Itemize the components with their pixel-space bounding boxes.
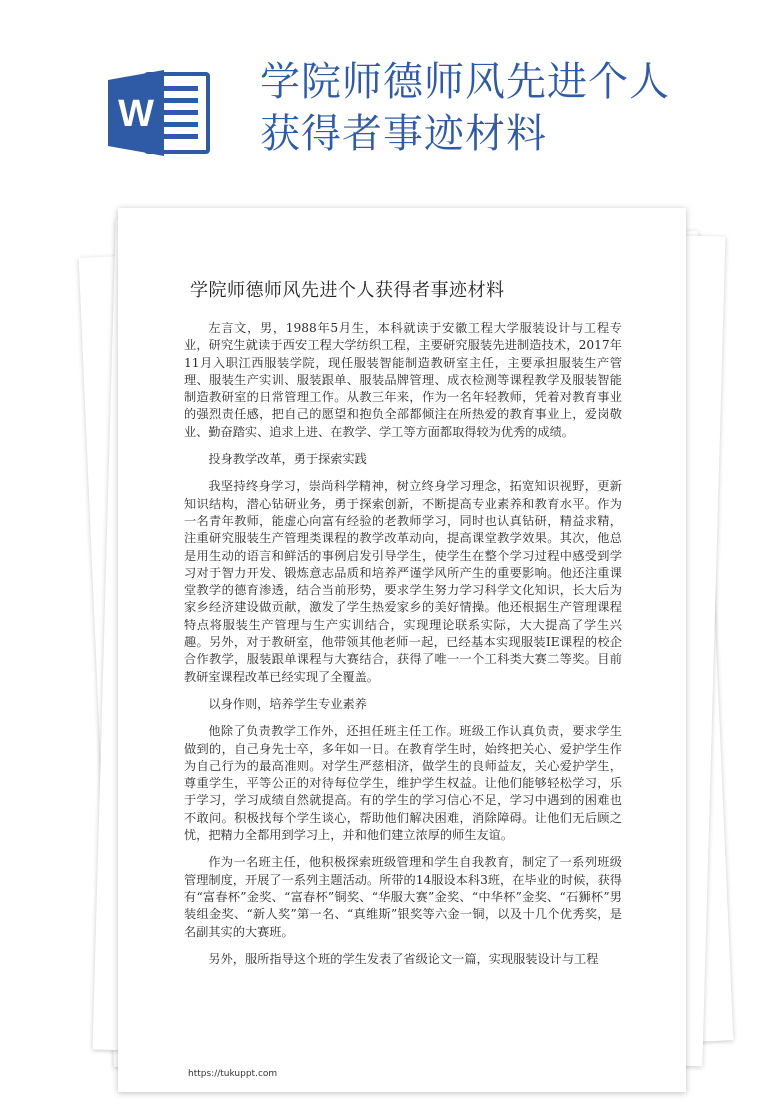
banner-title-line-1: 学院师德师风先进个人 — [260, 59, 670, 105]
paragraph-intro: 左言文，男，1988年5月生，本科就读于安徽工程大学服装设计与工程专业，研究生就读于西安工程大学纺织工程，主要研究服装先进制造技术，2017年11月入职江西服装学院，现任服装智能制造教研室主任，主要承担服装生产管理、服装生产实训、服装跟单、服装品牌管理、成衣检测等课程教学及服装智能制造教研室的日常管理工作。从教三年来，作为一名年轻教师，凭着对教育事业的强烈责任感，把自己的愿望和抱负全部都倾注在所热爱的教育事业上，爱岗敬业、勤奋踏实、追求上进、在教学、学工等方面都取得较为优秀的成绩。 — [184, 321, 622, 439]
paragraph-teaching-reform: 我坚持终身学习，崇尚科学精神，树立终身学习理念，拓宽知识视野，更新知识结构，潜心钻研业务，勇于探索创新，不断提高专业素养和教育水平。作为一名青年教师，能虚心向富有经验的老教师学习，同时也认真钻研，精益求精，注重研究服装生产管理类课程的教学改革动向，提高课堂教学效果。其次，他总是用生动的语言和鲜活的事例启发引导学生，使学生在整个学习过程中感受到学习对于智力开发、锻炼意志品质和培养严谨学风所产生的重要影响。他还注重课堂教学的德育渗透，结合当前形势，要求学生努力学习科学文化知识，长大后为家乡经济建设做贡献，激发了学生热爱家乡的美好情操。他还根据生产管理课程特点将服装生产管理与生产实训结合，实现理论联系实际，大大提高了学生兴趣。另外，对于教研室，他带领其他老师一起，已经基本实现服装IE课程的校企合作教学，服装跟单课程与大赛结合，获得了唯一一个工科类大赛二等奖。目前教研室课程改革已经实现了全覆盖。 — [184, 479, 622, 684]
paragraph-additional: 另外，服所指导这个班的学生发表了省级论文一篇，实现服装设计与工程 — [208, 951, 599, 966]
section-heading-student-cultivation: 以身作则，培养学生专业素养 — [208, 696, 367, 711]
header-banner — [0, 0, 780, 200]
document-page — [118, 208, 686, 1092]
document-body — [184, 320, 622, 978]
footer-url: https://tukuppt.com — [188, 1069, 278, 1079]
word-document-icon — [108, 70, 212, 156]
section-heading-teaching-reform: 投身教学改革，勇于探索实践 — [208, 452, 367, 467]
paragraph-head-teacher-work: 他除了负责教学工作外，还担任班主任工作。班级工作认真负责，要求学生做到的，自己身先士卒，多年如一日。在教育学生时，始终把关心、爱护学生作为自己行为的最高准则。对学生严慈相济，做学生的良师益友，关心爱护学生，尊重学生，平等公正的对待每位学生，维护学生权益。让他们能够轻松学习，乐于学习，学习成绩自然就提高。有的学生的学习信心不足，学习中遇到的困难也不敢问。积极找每个学生谈心，帮助他们解决困难，消除障碍。让他们无后顾之忧，把精力全都用到学习上，并和他们建立浓厚的师生友谊。 — [184, 724, 622, 843]
paragraph-class-management: 作为一名班主任，他积极探索班级管理和学生自我教育，制定了一系列班级管理制度，开展了一系列主题活动。所带的14服设本科3班，在毕业的时候，获得有“富春杯”金奖、“富春杯”铜奖、“华服大赛”金奖、“中华杯”金奖、“石狮杯”男装组金奖、“新人奖”第一名、“真维斯”银奖等六金一铜，以及十几个优秀奖，是名副其实的大赛班。 — [184, 855, 622, 939]
word-icon-letter: W — [118, 93, 154, 135]
banner-title-line-2: 获得者事迹材料 — [260, 111, 547, 157]
document-title: 学院师德师风先进个人获得者事迹材料 — [190, 280, 505, 301]
banner-title — [260, 56, 760, 160]
